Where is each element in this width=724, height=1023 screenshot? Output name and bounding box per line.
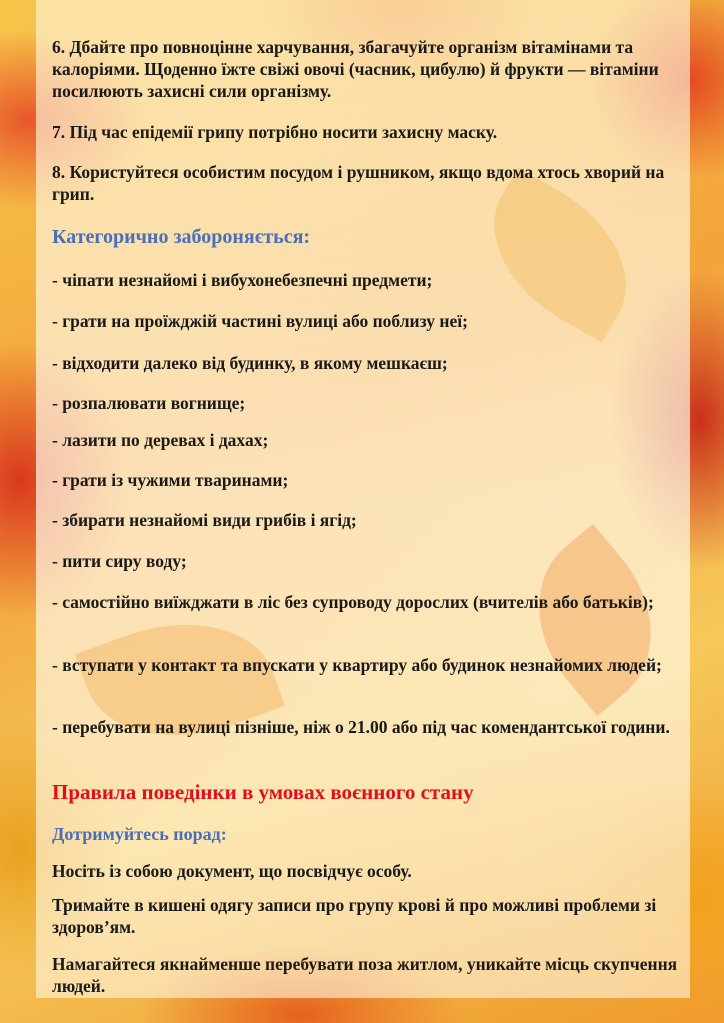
forbidden-item: - збирати незнайомі види грибів і ягід; bbox=[52, 510, 357, 530]
forbidden-item: - лазити по деревах і дахах; bbox=[52, 430, 269, 450]
martial-law-heading: Правила поведінки в умовах воєнного стану bbox=[52, 780, 474, 804]
content-panel bbox=[36, 0, 690, 998]
forbidden-item: - відходити далеко від будинку, в якому мешкаєш; bbox=[52, 353, 448, 373]
forbidden-heading: Категорично забороняється: bbox=[52, 226, 311, 248]
tip-8: 8. Користуйтеся особистим посудом і рушником, якщо вдома хтось хворий на грип. bbox=[52, 162, 665, 204]
advice-item: Носіть із собою документ, що посвідчує особу. bbox=[52, 861, 412, 881]
tip-7: 7. Під час епідемії грипу потрібно носити захисну маску. bbox=[52, 122, 498, 142]
forbidden-item: - грати із чужими тваринами; bbox=[52, 470, 289, 490]
forbidden-item: - перебувати на вулиці пізніше, ніж о 21.00 або під час комендантської години. bbox=[52, 717, 670, 737]
forbidden-item: - грати на проїжджій частині вулиці або поблизу неї; bbox=[52, 311, 468, 331]
advice-heading: Дотримуйтесь порад: bbox=[52, 824, 227, 844]
forbidden-item: - пити сиру воду; bbox=[52, 551, 187, 571]
advice-item: Тримайте в кишені одягу записи про групу крові й про можливі проблеми зі здоров’ям. bbox=[52, 895, 657, 937]
tip-6: 6. Дбайте про повноцінне харчування, збагачуйте організм вітамінами та калоріями. Щоденно їжте свіжі овочі (часник, цибулю) й фрукти — вітаміни посилюють захисні сили організму. bbox=[52, 37, 659, 101]
forbidden-item: - розпалювати вогнище; bbox=[52, 393, 246, 413]
forbidden-item: - вступати у контакт та впускати у квартиру або будинок незнайомих людей; bbox=[52, 655, 662, 675]
forbidden-item: - самостійно виїжджати в ліс без супроводу дорослих (вчителів або батьків); bbox=[52, 592, 654, 612]
advice-item: Намагайтеся якнайменше перебувати поза житлом, уникайте місць скупчення людей. bbox=[52, 954, 678, 996]
forbidden-item: - чіпати незнайомі і вибухонебезпечні предмети; bbox=[52, 270, 433, 290]
